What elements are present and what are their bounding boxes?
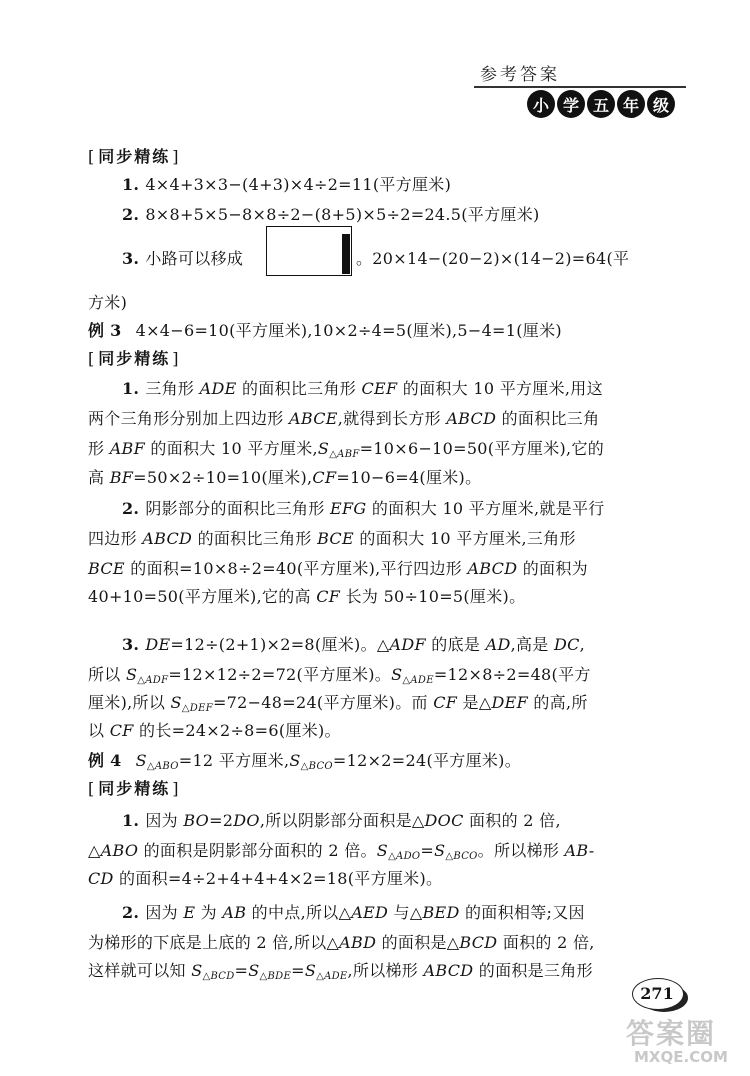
header-title: 参考答案 (480, 65, 560, 85)
answer-line: 四边形 ABCD 的面积比三角形 BCE 的面积大 10 平方厘米,三角形 (88, 529, 576, 548)
answer-line: 3. 小路可以移成 (122, 249, 244, 268)
section-heading: [ 同步精练 ] (88, 346, 181, 369)
answer-line: 1. 4×4+3×3−(4+3)×4÷2=11(平方厘米) (122, 175, 452, 194)
answer-line: 所以 $S_{\triangle ADF}=12\times 12\div 2=72$(平方厘米)。$S_{\triangle ADE}=12\times 8\div 2=48$(平方 (88, 665, 591, 686)
answer-line: 这样就可以知 $S_{\triangle BCD}=S_{\triangle BDE}=S_{\triangle ADE}$,所以梯形 ABCD 的面积是三角形 (88, 961, 593, 982)
answer-line: 2. 因为 E 为 AB 的中点,所以△AED 与△BED 的面积相等;又因 (122, 903, 585, 922)
grade-badge: 小 (527, 90, 555, 118)
answer-line: 厘米),所以 $S_{\triangle DEF}=72-48=24$(平方厘米)。而 CF 是△DEF 的高,所 (88, 693, 588, 714)
grade-badge: 五 (587, 90, 615, 118)
example-3: 例 3 4×4−6=10(平方厘米),10×2÷4=5(厘米),5−4=1(厘米) (88, 321, 562, 340)
answer-line: △ABO 的面积是阴影部分面积的 2 倍。$S_{\triangle ADO}=S_{\triangle BCO}$。所以梯形 AB- (88, 841, 595, 862)
section-heading: [ 同步精练 ] (88, 776, 181, 799)
answer-line: 1. 因为 BO=2DO,所以阴影部分面积是△DOC 面积的 2 倍, (122, 811, 561, 830)
page-number: 271 (632, 978, 684, 1010)
answer-line: 。20×14−(20−2)×(14−2)=64(平 (356, 249, 630, 268)
rectangle-path-figure (266, 226, 352, 276)
answer-line: CD 的面积=4÷2+4+4+4×2=18(平方厘米)。 (88, 869, 443, 888)
watermark-logo: 答案圈 MXQE.COM (626, 1017, 728, 1066)
header-rule (474, 86, 686, 88)
answer-line: 40+10=50(平方厘米),它的高 CF 长为 50÷10=5(厘米)。 (88, 587, 526, 606)
answer-line: 方米) (88, 293, 128, 312)
answer-line: 高 BF=50×2÷10=10(厘米),CF=10−6=4(厘米)。 (88, 468, 482, 487)
answer-line: 两个三角形分别加上四边形 ABCE,就得到长方形 ABCD 的面积比三角 (88, 409, 600, 428)
answer-line: 为梯形的下底是上底的 2 倍,所以△ABD 的面积是△BCD 面积的 2 倍, (88, 933, 595, 952)
answer-line: 1. 三角形 ADE 的面积比三角形 CEF 的面积大 10 平方厘米,用这 (122, 379, 603, 398)
grade-badge: 学 (557, 90, 585, 118)
grade-badges (527, 90, 675, 118)
answer-line: 3. DE=12÷(2+1)×2=8(厘米)。△ADF 的底是 AD,高是 DC, (122, 635, 586, 654)
answer-line: 形 ABF 的面积大 10 平方厘米$,S_{\triangle ABF}=10\times 6-10=50$(平方厘米),它的 (88, 439, 605, 460)
answer-line: BCE 的面积=10×8÷2=40(平方厘米),平行四边形 ABCD 的面积为 (88, 559, 588, 578)
example-4: 例 4 $S_{\triangle ABO}=12$ 平方厘米$,S_{\triangle BCO}=12\times 2=24$(平方厘米)。 (88, 751, 522, 772)
answer-line: 以 CF 的长=24×2÷8=6(厘米)。 (88, 721, 341, 740)
section-heading: [ 同步精练 ] (88, 144, 181, 167)
answer-line: 2. 阴影部分的面积比三角形 EFG 的面积大 10 平方厘米,就是平行 (122, 499, 605, 518)
grade-badge: 年 (617, 90, 645, 118)
answer-line: 2. 8×8+5×5−8×8÷2−(8+5)×5÷2=24.5(平方厘米) (122, 205, 540, 224)
grade-badge: 级 (647, 90, 675, 118)
